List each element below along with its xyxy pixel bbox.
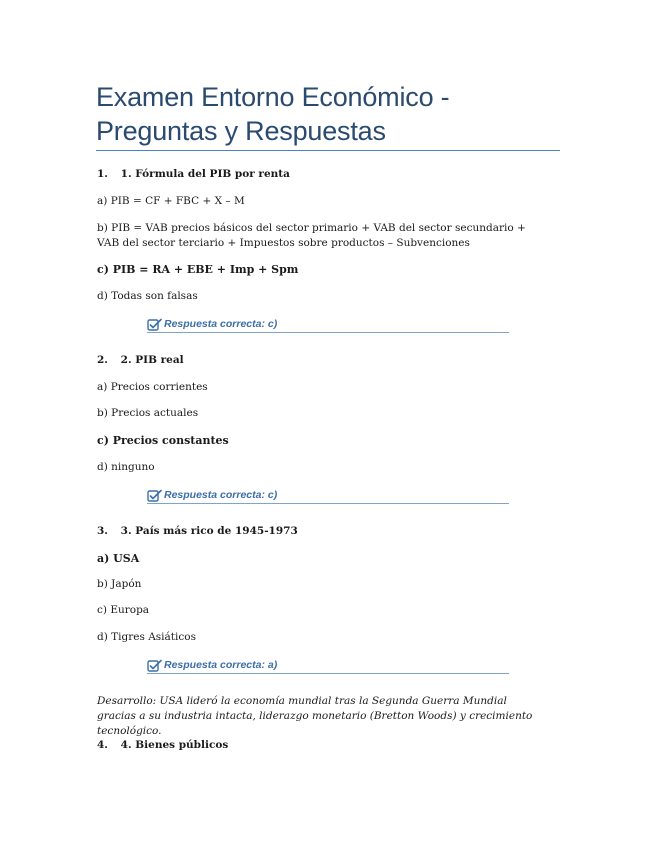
option-c: c) Europa [97,604,150,616]
option-c: c) Precios constantes [97,434,229,447]
option-b: b) Precios actuales [97,407,199,419]
correct-answer-text: Respuesta correcta: c) [164,318,278,330]
question-number: 3. [97,525,108,537]
question-heading [97,738,228,753]
correct-answer [147,316,509,333]
question-number: 2. [97,354,108,366]
answer-development: Desarrollo: USA lideró la economía mundial tras la Segunda Guerra Mundial gracias a su industria intacta, liderazgo monetario (Bretton Woods) y crecimiento tecnológico. [97,695,533,737]
question-title: 2. PIB real [120,354,184,366]
option-a: a) USA [97,552,140,565]
correct-answer [147,657,509,674]
checkbox-check-icon [147,489,162,502]
question-heading [97,524,298,539]
question-title: 1. Fórmula del PIB por renta [120,168,290,180]
checkbox-check-icon [147,318,162,331]
option-b: b) PIB = VAB precios básicos del sector primario + VAB del sector secundario + VAB del sector terciario + Impuestos sobre productos – Subvenciones [97,222,526,249]
question-heading [97,353,184,368]
option-b: b) Japón [97,578,142,590]
correct-answer [147,487,509,504]
question-title: 4. Bienes públicos [120,739,229,751]
question-heading [97,167,290,182]
question-number: 4. [97,739,108,751]
correct-answer-text: Respuesta correcta: a) [164,659,278,671]
option-a: a) PIB = CF + FBC + X – M [97,195,245,207]
page-title: Examen Entorno Económico - Preguntas y Respuestas [96,82,450,146]
option-d: d) ninguno [97,461,155,473]
correct-answer-text: Respuesta correcta: c) [164,489,278,501]
option-a: a) Precios corrientes [97,381,208,393]
checkbox-check-icon [147,659,162,672]
question-number: 1. [97,168,108,180]
option-d: d) Tigres Asiáticos [97,631,196,643]
question-title: 3. País más rico de 1945-1973 [120,525,298,537]
title-underline [96,150,560,151]
option-c: c) PIB = RA + EBE + Imp + Spm [97,263,299,276]
option-d: d) Todas son falsas [97,290,198,302]
